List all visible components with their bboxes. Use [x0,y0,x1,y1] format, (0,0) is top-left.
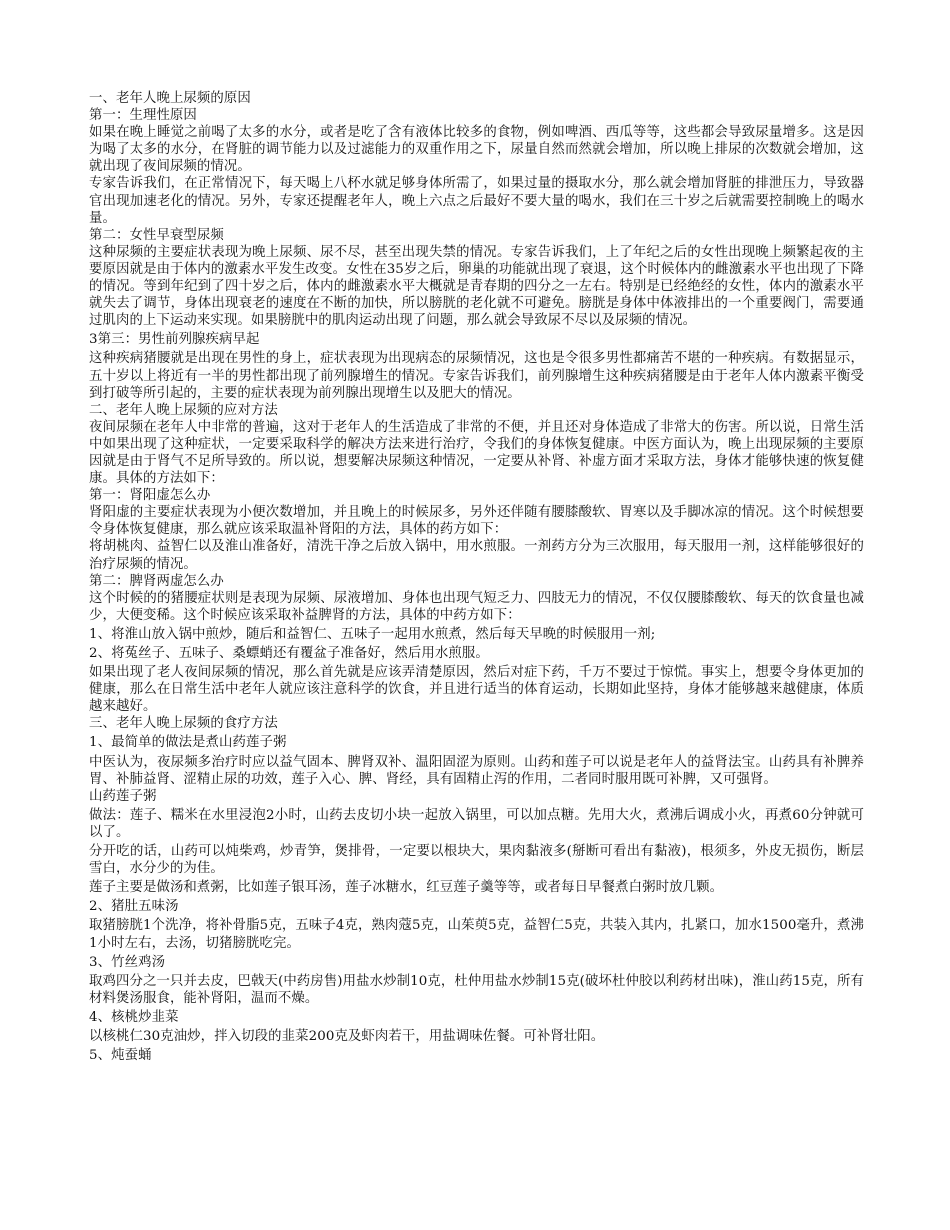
paragraph: 专家告诉我们，在正常情况下，每天喝上八杯水就足够身体所需了，如果过量的摄取水分，那么就会增加肾脏的排泄压力，导致器官出现加速老化的情况。另外，专家还提醒老年人，晚上六点之后最好不要大量的喝水，我们在三十岁之后就需要控制晚上的喝水量。 [89,176,864,226]
paragraph: 取鸡四分之一只并去皮，巴戟天(中药房售)用盐水炒制10克，杜仲用盐水炒制15克(破坏杜仲胶以利药材出味)，淮山药15克，所有材料煲汤服食，能补肾阳，温而不燥。 [89,973,864,1006]
recipe-title: 3、竹丝鸡汤 [89,954,166,970]
list-item: 1、将淮山放入锅中煎炒，随后和益智仁、五味子一起用水煎煮，然后每天早晚的时候服用一剂; [89,626,656,642]
list-item: 2、将菟丝子、五味子、桑螵蛸还有覆盆子准备好，然后用水煎服。 [89,646,489,661]
paragraph: 取猪膀胱1个洗净，将补骨脂5克，五味子4克，熟肉蔻5克，山茱萸5克，益智仁5克，共装入其内，扎紧口，加水1500毫升，煮沸1小时左右，去汤，切猪膀胱吃完。 [89,918,864,951]
recipe-title: 4、核桃炒韭菜 [89,1009,179,1025]
subheading-kidney-yang: 第一：肾阳虚怎么办 [89,488,211,504]
paragraph: 如果出现了老人夜间尿频的情况，那么首先就是应该弄清楚原因，然后对症下药，千万不要过于惊慌。事实上，想要令身体更加的健康，那么在日常生活中老年人就应该注意科学的饮食，并且进行适当的体育运动，长期如此坚持，身体才能够越来越健康，体质越来越好。 [89,665,864,715]
paragraph: 夜间尿频在老年人中非常的普遍，这对于老年人的生活造成了非常的不便，并且还对身体造成了非常大的伤害。所以说，日常生活中如果出现了这种症状，一定要采取科学的解决方法来进行治疗，令我们的身体恢复健康。中医方面认为，晚上出现尿频的主要原因就是由于肾气不足所导致的。所以说，想要解决尿频这种情况，一定要从补肾、补虚方面才采取方法，身体才能够快速的恢复健康。具体的方法如下： [89,419,864,487]
heading-methods: 二、老年人晚上尿频的应对方法 [89,402,278,418]
paragraph: 肾阳虚的主要症状表现为小便次数增加，并且晚上的时候尿多，另外还伴随有腰膝酸软、胃寒以及手脚冰凉的情况。这个时候想要令身体恢复健康，那么就应该采取温补肾阳的方法，具体的药方如下： [89,505,864,538]
paragraph: 这种尿频的主要症状表现为晚上尿频、尿不尽，甚至出现失禁的情况。专家告诉我们，上了年纪之后的女性出现晚上频繁起夜的主要原因就是由于体内的激素水平发生改变。女性在35岁之后，卵巢的功能就出现了衰退，这个时候体内的雌激素水平也出现了下降的情况。等到年纪到了四十岁之后，体内的雌激素水平大概就是青春期的四分之一左右。特别是已经绝经的女性，体内的激素水平就失去了调节，身体出现衰老的速度在不断的加快，所以膀胱的老化就不可避免。膀胱是身体中体液排出的一个重要阀门，需要通过肌肉的上下运动来实现。如果膀胱中的肌肉运动出现了问题，那么就会导致尿不尽以及尿频的情况。 [89,244,864,329]
heading-diet: 三、老年人晚上尿频的食疗方法 [89,716,278,732]
document-body [89,90,864,1064]
subheading-male: 3第三：男性前列腺疾病早起 [89,332,260,348]
paragraph: 将胡桃肉、益智仁以及淮山准备好，清洗干净之后放入锅中，用水煎服。一剂药方分为三次服用，每天服用一剂，这样能够很好的治疗尿频的情况。 [89,539,864,572]
recipe-title: 2、猪肚五味汤 [89,899,179,915]
heading-causes: 一、老年人晚上尿频的原因 [89,91,251,106]
subheading-spleen-kidney: 第二：脾肾两虚怎么办 [89,573,224,589]
paragraph: 以核桃仁30克油炒，拌入切段的韭菜200克及虾肉若干，用盐调味佐餐。可补肾壮阳。 [89,1028,605,1044]
subheading-female: 第二：女性早衰型尿频 [89,227,224,243]
paragraph: 这种疾病猪腰就是出现在男性的身上，症状表现为出现病态的尿频情况，这也是令很多男性都痛苦不堪的一种疾病。有数据显示，五十岁以上将近有一半的男性都出现了前列腺增生的情况。专家告诉我们，前列腺增生这种疾病猪腰是由于老年人体内激素平衡受到打破等所引起的，主要的症状表现为前列腺出现增生以及肥大的情况。 [89,351,864,401]
recipe-subtitle: 山药莲子粥 [89,788,157,804]
paragraph: 分开吃的话，山药可以炖柴鸡，炒青笋，煲排骨，一定要以根块大，果肉黏液多(掰断可看出有黏液)，根须多，外皮无损伤，断层雪白，水分少的为佳。 [89,844,864,877]
recipe-title: 5、炖蚕蛹 [89,1048,152,1064]
recipe-title: 1、最简单的做法是煮山药莲子粥 [89,735,287,751]
paragraph: 做法：莲子、糯米在水里浸泡2小时，山药去皮切小块一起放入锅里，可以加点糖。先用大火，煮沸后调成小火，再煮60分钟就可以了。 [89,807,864,840]
paragraph: 中医认为，夜尿频多治疗时应以益气固本、脾肾双补、温阳固涩为原则。山药和莲子可以说是老年人的益肾法宝。山药具有补脾养胃、补肺益肾、涩精止尿的功效，莲子入心、脾、肾经，具有固精止泻的作用，二者同时服用既可补脾，又可强肾。 [89,754,864,787]
paragraph: 如果在晚上睡觉之前喝了太多的水分，或者是吃了含有液体比较多的食物，例如啤酒、西瓜等等，这些都会导致尿量增多。这是因为喝了太多的水分，在肾脏的调节能力以及过滤能力的双重作用之下，尿量自然而然就会增加，所以晚上排尿的次数就会增加，这就出现了夜间尿频的情况。 [89,125,864,175]
subheading-physiological: 第一：生理性原因 [89,108,197,124]
paragraph: 这个时候的的猪腰症状则是表现为尿频、尿液增加、身体也出现气短乏力、四肢无力的情况，不仅仅腰膝酸软、每天的饮食量也减少，大便变稀。这个时候应该采取补益脾肾的方法，具体的中药方如下： [89,590,864,623]
paragraph: 莲子主要是做汤和煮粥，比如莲子银耳汤，莲子冰糖水，红豆莲子羹等等，或者每日早餐煮白粥时放几颗。 [89,880,724,896]
